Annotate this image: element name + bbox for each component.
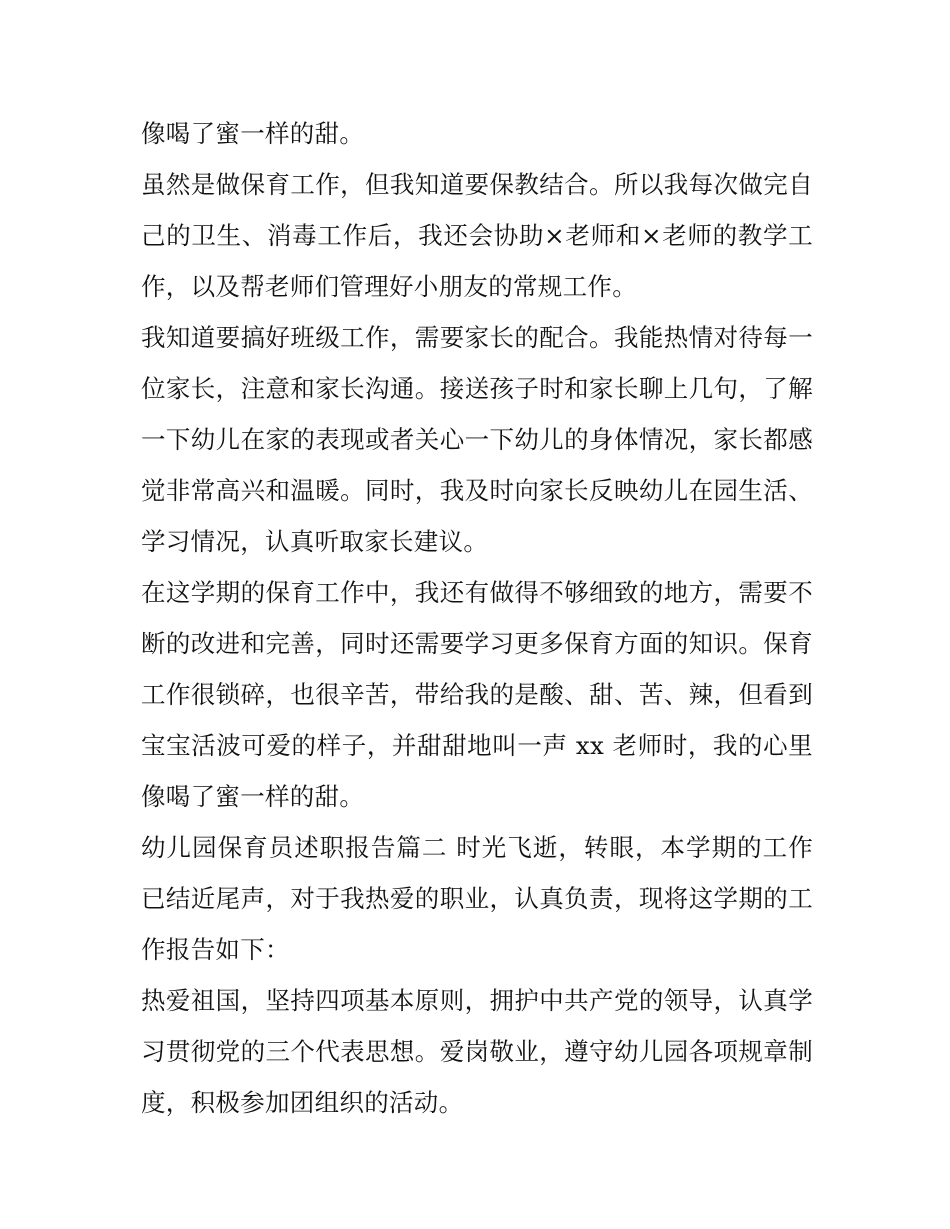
paragraph: 虽然是做保育工作，但我知道要保教结合。所以我每次做完自己的卫生、消毒工作后，我还会协助×老师和×老师的教学工作，以及帮老师们管理好小朋友的常规工作。 xyxy=(141,170,813,301)
paragraph: 在这学期的保育工作中，我还有做得不够细致的地方，需要不断的改进和完善，同时还需要学习更多保育方面的知识。保育工作很锁碎，也很辛苦，带给我的是酸、甜、苦、辣，但看到宝宝活波可爱的样子，并甜甜地叫一声 xx 老师时，我的心里像喝了蜜一样的甜。 xyxy=(141,578,813,811)
paragraph: 热爱祖国，坚持四项基本原则，拥护中共产党的领导，认真学习贯彻党的三个代表思想。爱岗敬业，遵守幼儿园各项规章制度，积极参加团组织的活动。 xyxy=(141,986,813,1117)
paragraph: 我知道要搞好班级工作，需要家长的配合。我能热情对待每一位家长，注意和家长沟通。接送孩子时和家长聊上几句，了解一下幼儿在家的表现或者关心一下幼儿的身体情况，家长都感觉非常高兴和温暖。同时，我及时向家长反映幼儿在园生活、学习情况，认真听取家长建议。 xyxy=(141,323,813,556)
document-body xyxy=(141,108,813,1128)
paragraph: 幼儿园保育员述职报告篇二 时光飞逝，转眼，本学期的工作已结近尾声，对于我热爱的职业，认真负责，现将这学期的工作报告如下： xyxy=(141,833,813,964)
paragraph: 像喝了蜜一样的甜。 xyxy=(141,119,365,148)
